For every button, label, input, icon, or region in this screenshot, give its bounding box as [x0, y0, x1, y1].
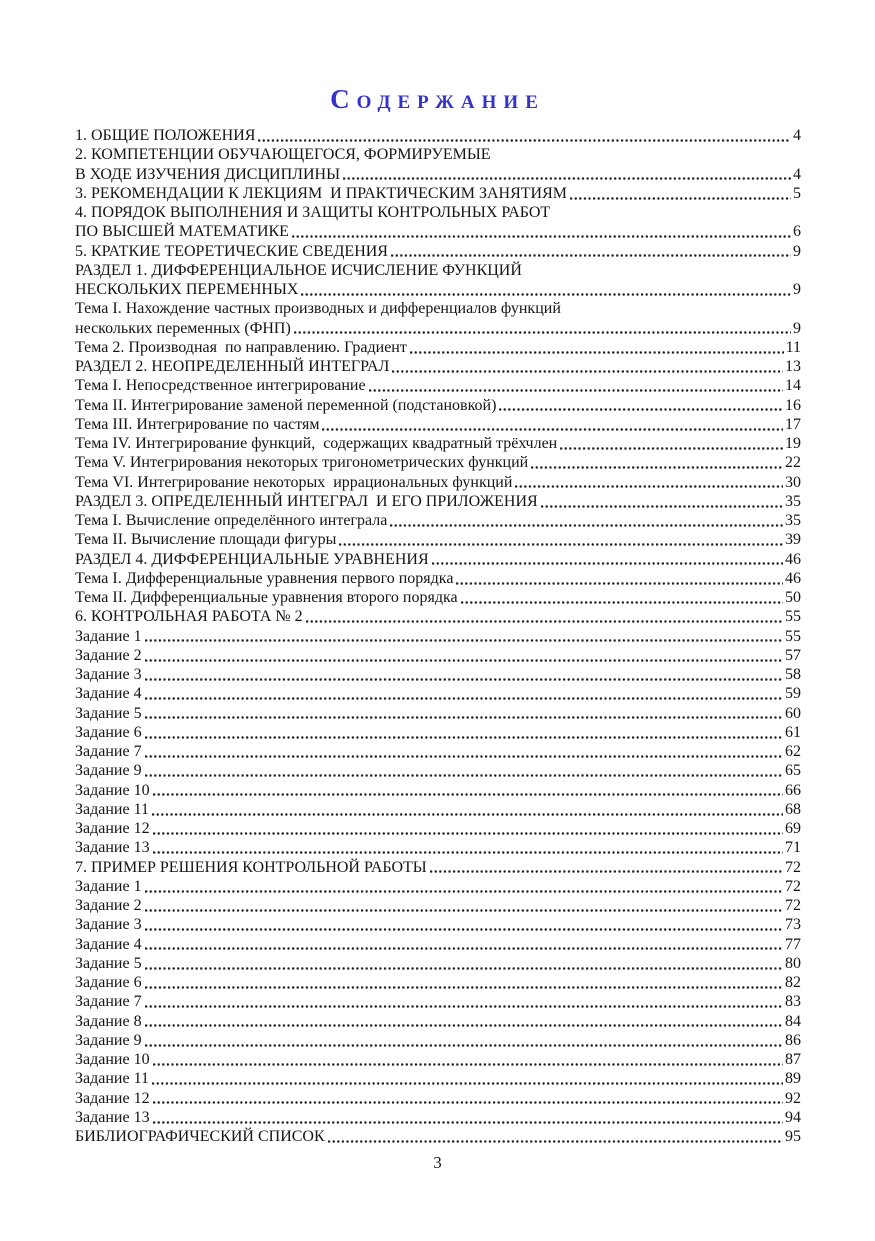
dotted-leader [301, 293, 791, 296]
dotted-leader [391, 254, 791, 257]
dotted-leader [258, 139, 791, 142]
toc-entry [75, 376, 801, 395]
toc-entry-page: 82 [785, 974, 801, 991]
toc-entry [75, 877, 801, 896]
dotted-leader [294, 331, 791, 334]
toc-entry [75, 742, 801, 761]
dotted-leader [390, 524, 783, 527]
dotted-leader [145, 736, 783, 739]
toc-entry-page: 61 [785, 723, 801, 741]
toc-entry [75, 492, 801, 511]
toc-entry-page: 71 [785, 839, 801, 857]
toc-entry-page: 9 [793, 281, 801, 298]
toc-entry [75, 338, 801, 357]
dotted-leader [456, 582, 783, 585]
toc-entry [75, 761, 801, 780]
toc-entry [75, 280, 801, 299]
toc-entry-page: 50 [785, 589, 801, 606]
dotted-leader [145, 639, 783, 642]
toc-entry-label: Тема VI. Интегрирование некоторых иррациональных функций [75, 473, 513, 491]
toc-entry-label: РАЗДЕЛ 2. НЕОПРЕДЕЛЕННЫЙ ИНТЕГРАЛ [75, 358, 390, 375]
toc-entry-label: 1. ОБЩИЕ ПОЛОЖЕНИЯ [75, 127, 256, 144]
toc-entry-page: 35 [785, 512, 801, 529]
toc-entry-page: 46 [785, 550, 801, 568]
dotted-leader [153, 1063, 783, 1066]
dotted-leader [343, 177, 791, 180]
toc-entry [75, 1108, 801, 1127]
toc-entry [75, 357, 801, 376]
toc-entry-label: Задание 7 [75, 743, 142, 760]
toc-entry [75, 473, 801, 492]
toc-entry-label: Задание 6 [75, 974, 142, 991]
toc-entry [75, 800, 801, 819]
dotted-leader [306, 620, 783, 623]
toc-entry [75, 973, 801, 992]
toc-entry-label: 6. КОНТРОЛЬНАЯ РАБОТА № 2 [75, 608, 303, 626]
toc-entry-label: Задание 1 [75, 877, 142, 895]
toc-entry-label: Задание 3 [75, 666, 142, 683]
toc-entry [75, 935, 801, 954]
toc-entry [75, 684, 801, 703]
toc-entry [75, 184, 801, 203]
toc-entry-page: 17 [785, 415, 801, 433]
toc-entry [75, 665, 801, 684]
dotted-leader [322, 428, 783, 431]
toc-entry [75, 434, 801, 453]
toc-entry-page: 58 [785, 666, 801, 683]
toc-entry-label: 7. ПРИМЕР РЕШЕНИЯ КОНТРОЛЬНОЙ РАБОТЫ [75, 858, 427, 876]
toc-entry [75, 222, 801, 241]
dotted-leader [145, 909, 783, 912]
toc-entry-page: 72 [785, 897, 801, 914]
dotted-leader [153, 851, 783, 854]
toc-entry-page: 46 [785, 569, 801, 587]
dotted-leader [432, 562, 783, 565]
dotted-leader [531, 466, 783, 469]
toc-entry-page: 72 [785, 858, 801, 876]
toc-entry [75, 1031, 801, 1050]
toc-entry-label: Задание 11 [75, 800, 149, 818]
toc-entry-label: Тема I. Нахождение частных производных и дифференциалов функций [75, 300, 561, 318]
toc-entry-label: Тема II. Интегрирование заменой переменной (подстановкой) [75, 396, 497, 414]
dotted-leader [145, 755, 783, 758]
dotted-leader [292, 235, 791, 238]
toc-entry-page: 30 [785, 473, 801, 491]
toc-entry-label: РАЗДЕЛ 1. ДИФФЕРЕНЦИАЛЬНОЕ ИСЧИСЛЕНИЕ ФУНКЦИЙ [75, 261, 522, 279]
toc-entry-page: 92 [785, 1089, 801, 1107]
toc-entry-page: 66 [785, 781, 801, 799]
page-title: Содержание [330, 84, 545, 114]
toc-entry [75, 530, 801, 549]
toc-entry [75, 896, 801, 915]
toc-entry-label: Тема IV. Интегрирование функций, содержащих квадратный трёхчлен [75, 435, 558, 452]
dotted-leader [430, 870, 783, 873]
toc-entry [75, 261, 801, 280]
toc-entry-page: 4 [793, 165, 801, 183]
toc-list [75, 126, 801, 1146]
toc-entry [75, 126, 801, 145]
toc-entry-label: Задание 4 [75, 685, 142, 703]
toc-entry [75, 819, 801, 838]
toc-entry [75, 550, 801, 569]
toc-entry-label: Задание 10 [75, 1051, 150, 1068]
toc-entry [75, 299, 801, 318]
toc-entry-label: Задание 8 [75, 1012, 142, 1030]
toc-entry-label: нескольких переменных (ФНП) [75, 319, 291, 337]
toc-entry-page: 84 [785, 1012, 801, 1030]
toc-entry-label: Задание 5 [75, 704, 142, 722]
toc-entry-label: Задание 1 [75, 627, 142, 645]
toc-entry-page: 9 [793, 242, 801, 260]
toc-entry-page: 83 [785, 993, 801, 1011]
toc-entry-label: Тема I. Непосредственное интегрирование [75, 377, 366, 395]
dotted-leader [152, 1082, 783, 1085]
toc-entry-label: Задание 5 [75, 954, 142, 972]
toc-entry [75, 992, 801, 1011]
toc-entry-label: 3. РЕКОМЕНДАЦИИ К ЛЕКЦИЯМ И ПРАКТИЧЕСКИМ ЗАНЯТИЯМ [75, 184, 567, 202]
dotted-leader [145, 986, 783, 989]
toc-entry-label: Задание 12 [75, 820, 150, 837]
toc-entry [75, 588, 801, 607]
toc-entry-page: 9 [793, 319, 801, 337]
toc-entry-page: 73 [785, 916, 801, 934]
toc-entry-page: 95 [785, 1128, 801, 1145]
toc-entry [75, 415, 801, 434]
toc-entry-page: 11 [785, 338, 801, 356]
toc-entry [75, 453, 801, 472]
toc-entry [75, 203, 801, 222]
dotted-leader [145, 678, 783, 681]
dotted-leader [560, 447, 783, 450]
toc-entry [75, 838, 801, 857]
dotted-leader [145, 774, 783, 777]
toc-entry-label: РАЗДЕЛ 4. ДИФФЕРЕНЦИАЛЬНЫЕ УРАВНЕНИЯ [75, 550, 429, 568]
toc-entry-page: 60 [785, 704, 801, 722]
dotted-leader [145, 967, 783, 970]
dotted-leader [339, 543, 783, 546]
dotted-leader [145, 890, 783, 893]
toc-entry-label: Задание 12 [75, 1089, 150, 1107]
toc-entry-page: 69 [785, 820, 801, 837]
toc-entry-page: 5 [793, 184, 801, 202]
toc-entry [75, 858, 801, 877]
toc-entry-page: 65 [785, 762, 801, 780]
dotted-leader [145, 697, 783, 700]
toc-entry [75, 242, 801, 261]
dotted-leader [145, 659, 783, 662]
toc-entry-page: 14 [785, 377, 801, 395]
toc-entry [75, 569, 801, 588]
toc-entry [75, 319, 801, 338]
dotted-leader [145, 1044, 783, 1047]
toc-entry [75, 511, 801, 530]
toc-entry-page: 59 [785, 685, 801, 703]
toc-entry-page: 55 [785, 627, 801, 645]
dotted-leader [515, 485, 783, 488]
toc-entry [75, 1069, 801, 1088]
dotted-leader [499, 408, 783, 411]
toc-entry-label: БИБЛИОГРАФИЧЕСКИЙ СПИСОК [75, 1128, 325, 1145]
toc-entry [75, 1127, 801, 1146]
toc-entry-label: Задание 6 [75, 723, 142, 741]
toc-entry-page: 57 [785, 646, 801, 664]
toc-entry-label: В ХОДЕ ИЗУЧЕНИЯ ДИСЦИПЛИНЫ [75, 165, 341, 183]
toc-entry-page: 68 [785, 800, 801, 818]
toc-entry-label: Задание 9 [75, 1031, 142, 1049]
toc-entry-page: 94 [785, 1108, 801, 1126]
toc-entry [75, 954, 801, 973]
toc-entry-label: Тема V. Интегрирования некоторых тригонометрических функций [75, 454, 529, 472]
toc-entry [75, 781, 801, 800]
toc-entry [75, 165, 801, 184]
toc-entry-page: 4 [793, 127, 801, 144]
toc-entry-page: 77 [785, 935, 801, 953]
toc-entry-page: 89 [785, 1070, 801, 1088]
toc-entry-label: Задание 13 [75, 1108, 150, 1126]
dotted-leader [145, 716, 783, 719]
toc-entry [75, 627, 801, 646]
toc-entry-page: 39 [785, 531, 801, 549]
dotted-leader [152, 813, 783, 816]
toc-entry-label: Тема III. Интегрирование по частям [75, 415, 320, 433]
toc-entry-label: 5. КРАТКИЕ ТЕОРЕТИЧЕСКИЕ СВЕДЕНИЯ [75, 242, 388, 260]
toc-entry-label: Задание 2 [75, 897, 142, 914]
dotted-leader [145, 928, 783, 931]
toc-entry-page: 80 [785, 954, 801, 972]
toc-entry-label: Тема I. Дифференциальные уравнения первого порядка [75, 569, 454, 587]
toc-entry-page: 22 [785, 454, 801, 472]
toc-entry [75, 1089, 801, 1108]
dotted-leader [461, 601, 783, 604]
dotted-leader [153, 793, 783, 796]
toc-entry-page: 19 [785, 435, 801, 452]
toc-entry-label: Задание 10 [75, 781, 150, 799]
toc-entry-page: 72 [785, 877, 801, 895]
toc-entry [75, 145, 801, 164]
dotted-leader [410, 351, 784, 354]
toc-entry-label: Тема 2. Производная по направлению. Градиент [75, 338, 407, 356]
dotted-leader [153, 832, 783, 835]
dotted-leader [541, 505, 783, 508]
dotted-leader [145, 1005, 783, 1008]
toc-entry-label: Задание 11 [75, 1070, 149, 1088]
toc-entry-label: Задание 9 [75, 762, 142, 780]
toc-entry-label: 2. КОМПЕТЕНЦИИ ОБУЧАЮЩЕГОСЯ, ФОРМИРУЕМЫЕ [75, 146, 491, 164]
toc-entry-label: Тема II. Дифференциальные уравнения второго порядка [75, 589, 458, 606]
toc-entry [75, 1012, 801, 1031]
dotted-leader [145, 1024, 783, 1027]
toc-entry-page: 86 [785, 1031, 801, 1049]
toc-entry-page: 16 [785, 396, 801, 414]
toc-entry-page: 13 [785, 358, 801, 375]
toc-entry-page: 87 [785, 1051, 801, 1068]
toc-entry-label: 4. ПОРЯДОК ВЫПОЛНЕНИЯ И ЗАЩИТЫ КОНТРОЛЬНЫХ РАБОТ [75, 204, 551, 221]
toc-entry [75, 1050, 801, 1069]
dotted-leader [153, 1121, 783, 1124]
toc-entry [75, 704, 801, 723]
toc-entry [75, 723, 801, 742]
toc-entry [75, 646, 801, 665]
toc-entry-label: РАЗДЕЛ 3. ОПРЕДЕЛЕННЫЙ ИНТЕГРАЛ И ЕГО ПРИЛОЖЕНИЯ [75, 492, 538, 510]
toc-entry-label: Задание 2 [75, 646, 142, 664]
toc-entry [75, 396, 801, 415]
toc-entry-label: Задание 3 [75, 916, 142, 934]
toc-entry [75, 607, 801, 626]
toc-entry-page: 35 [785, 492, 801, 510]
dotted-leader [570, 197, 791, 200]
toc-entry-label: НЕСКОЛЬКИХ ПЕРЕМЕННЫХ [75, 281, 299, 298]
toc-entry [75, 915, 801, 934]
toc-entry-label: Задание 13 [75, 839, 150, 857]
toc-entry-label: Задание 4 [75, 935, 142, 953]
dotted-leader [369, 389, 783, 392]
dotted-leader [328, 1140, 783, 1143]
toc-entry-label: ПО ВЫСШЕЙ МАТЕМАТИКЕ [75, 223, 289, 241]
dotted-leader [153, 1101, 783, 1104]
toc-entry-label: Тема I. Вычисление определённого интеграла [75, 512, 388, 529]
toc-entry-page: 6 [793, 223, 801, 241]
toc-entry-page: 62 [785, 743, 801, 760]
toc-entry-label: Задание 7 [75, 993, 142, 1011]
dotted-leader [392, 370, 783, 373]
toc-entry-page: 55 [785, 608, 801, 626]
dotted-leader [145, 947, 783, 950]
page-number: 3 [433, 1153, 442, 1172]
toc-entry-label: Тема II. Вычисление площади фигуры [75, 531, 337, 549]
